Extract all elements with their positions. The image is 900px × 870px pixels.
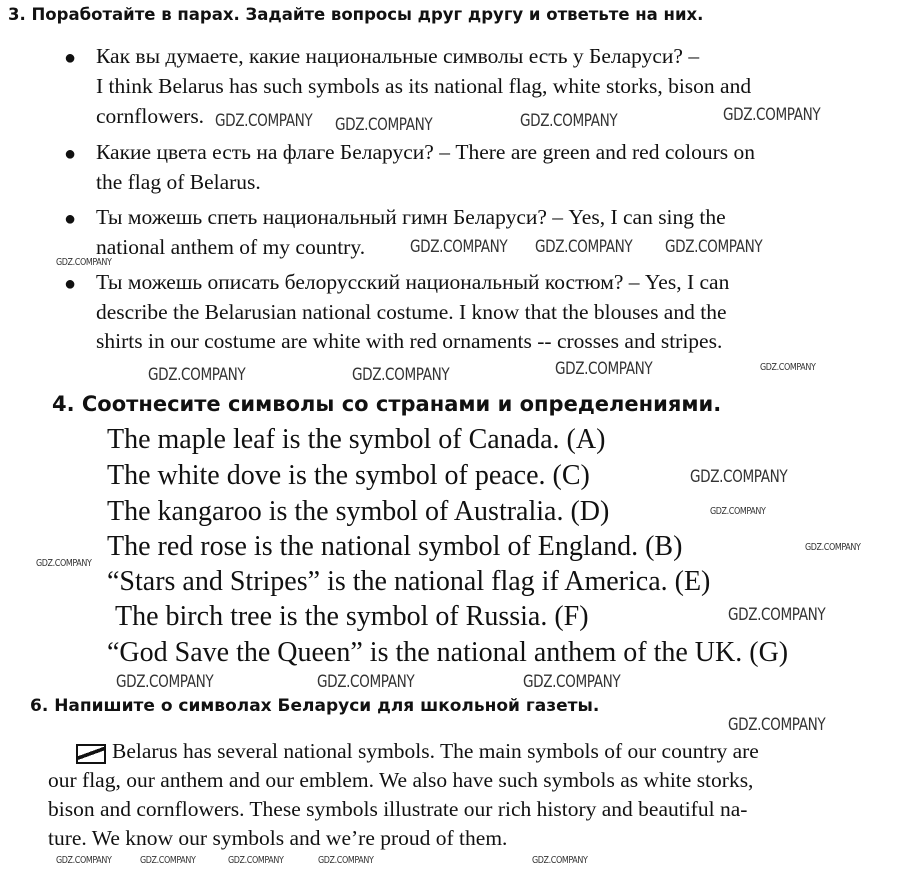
watermark: GDZ.COMPANY: [116, 672, 214, 692]
watermark: GDZ.COMPANY: [228, 855, 284, 866]
task3-line: Ты можешь спеть национальный гимн Беларуси? – Yes, I can sing the: [96, 205, 726, 229]
task3-line: describe the Belarusian national costume. I know that the blouses and the: [96, 300, 727, 324]
watermark: GDZ.COMPANY: [335, 115, 433, 135]
watermark: GDZ.COMPANY: [555, 359, 653, 379]
watermark: GDZ.COMPANY: [36, 558, 92, 569]
watermark: GDZ.COMPANY: [318, 855, 374, 866]
watermark: GDZ.COMPANY: [56, 855, 112, 866]
watermark: GDZ.COMPANY: [805, 542, 861, 553]
watermark: GDZ.COMPANY: [710, 506, 766, 517]
task3-line: national anthem of my country.: [96, 235, 366, 259]
task4-line: “God Save the Queen” is the national anthem of the UK. (G): [107, 637, 789, 668]
task4-line: The maple leaf is the symbol of Canada. (A): [107, 424, 606, 455]
task4-line: The white dove is the symbol of peace. (C): [107, 460, 590, 491]
watermark: GDZ.COMPANY: [56, 257, 112, 268]
pen-writing-icon: [76, 744, 106, 764]
task4-heading: 4. Соотнесите символы со странами и определениями.: [52, 392, 722, 416]
watermark: GDZ.COMPANY: [317, 672, 415, 692]
watermark: GDZ.COMPANY: [148, 365, 246, 385]
task3-heading: 3. Поработайте в парах. Задайте вопросы друг другу и ответьте на них.: [8, 5, 704, 24]
watermark: GDZ.COMPANY: [723, 105, 821, 125]
task3-line: Как вы думаете, какие национальные символы есть у Беларуси? –: [96, 44, 700, 68]
task6-heading: 6. Напишите о символах Беларуси для школьной газеты.: [30, 696, 600, 716]
task4-line: “Stars and Stripes” is the national flag if America. (E): [107, 566, 711, 597]
task4-line: The kangaroo is the symbol of Australia. (D): [107, 496, 610, 527]
watermark: GDZ.COMPANY: [665, 237, 763, 257]
watermark: GDZ.COMPANY: [690, 467, 788, 487]
watermark: GDZ.COMPANY: [523, 672, 621, 692]
task6-line: our flag, our anthem and our emblem. We also have such symbols as white storks,: [48, 768, 754, 792]
bullet: ●: [64, 208, 77, 230]
watermark: GDZ.COMPANY: [532, 855, 588, 866]
task3-line: cornflowers.: [96, 104, 205, 128]
task4-line: The red rose is the national symbol of England. (B): [107, 531, 683, 562]
watermark: GDZ.COMPANY: [520, 111, 618, 131]
watermark: GDZ.COMPANY: [215, 111, 313, 131]
bullet: ●: [64, 273, 77, 295]
task3-line: I think Belarus has such symbols as its national flag, white storks, bison and: [96, 74, 752, 98]
watermark: GDZ.COMPANY: [410, 237, 508, 257]
task4-line: The birch tree is the symbol of Russia. (F): [115, 601, 589, 632]
bullet: ●: [64, 47, 77, 69]
task6-line: ture. We know our symbols and we’re proud of them.: [48, 826, 508, 850]
task3-line: shirts in our costume are white with red ornaments -- crosses and stripes.: [96, 329, 723, 353]
task6-line: bison and cornflowers. These symbols illustrate our rich history and beautiful na-: [48, 797, 748, 821]
watermark: GDZ.COMPANY: [760, 362, 816, 373]
watermark: GDZ.COMPANY: [140, 855, 196, 866]
watermark: GDZ.COMPANY: [535, 237, 633, 257]
task3-line: Какие цвета есть на флаге Беларуси? – There are green and red colours on: [96, 140, 755, 164]
bullet: ●: [64, 143, 77, 165]
task6-line: Belarus has several national symbols. The main symbols of our country are: [112, 739, 759, 763]
task3-line: the flag of Belarus.: [96, 170, 261, 194]
watermark: GDZ.COMPANY: [728, 715, 826, 735]
watermark: GDZ.COMPANY: [352, 365, 450, 385]
task3-line: Ты можешь описать белорусский национальный костюм? – Yes, I can: [96, 270, 730, 294]
watermark: GDZ.COMPANY: [728, 605, 826, 625]
